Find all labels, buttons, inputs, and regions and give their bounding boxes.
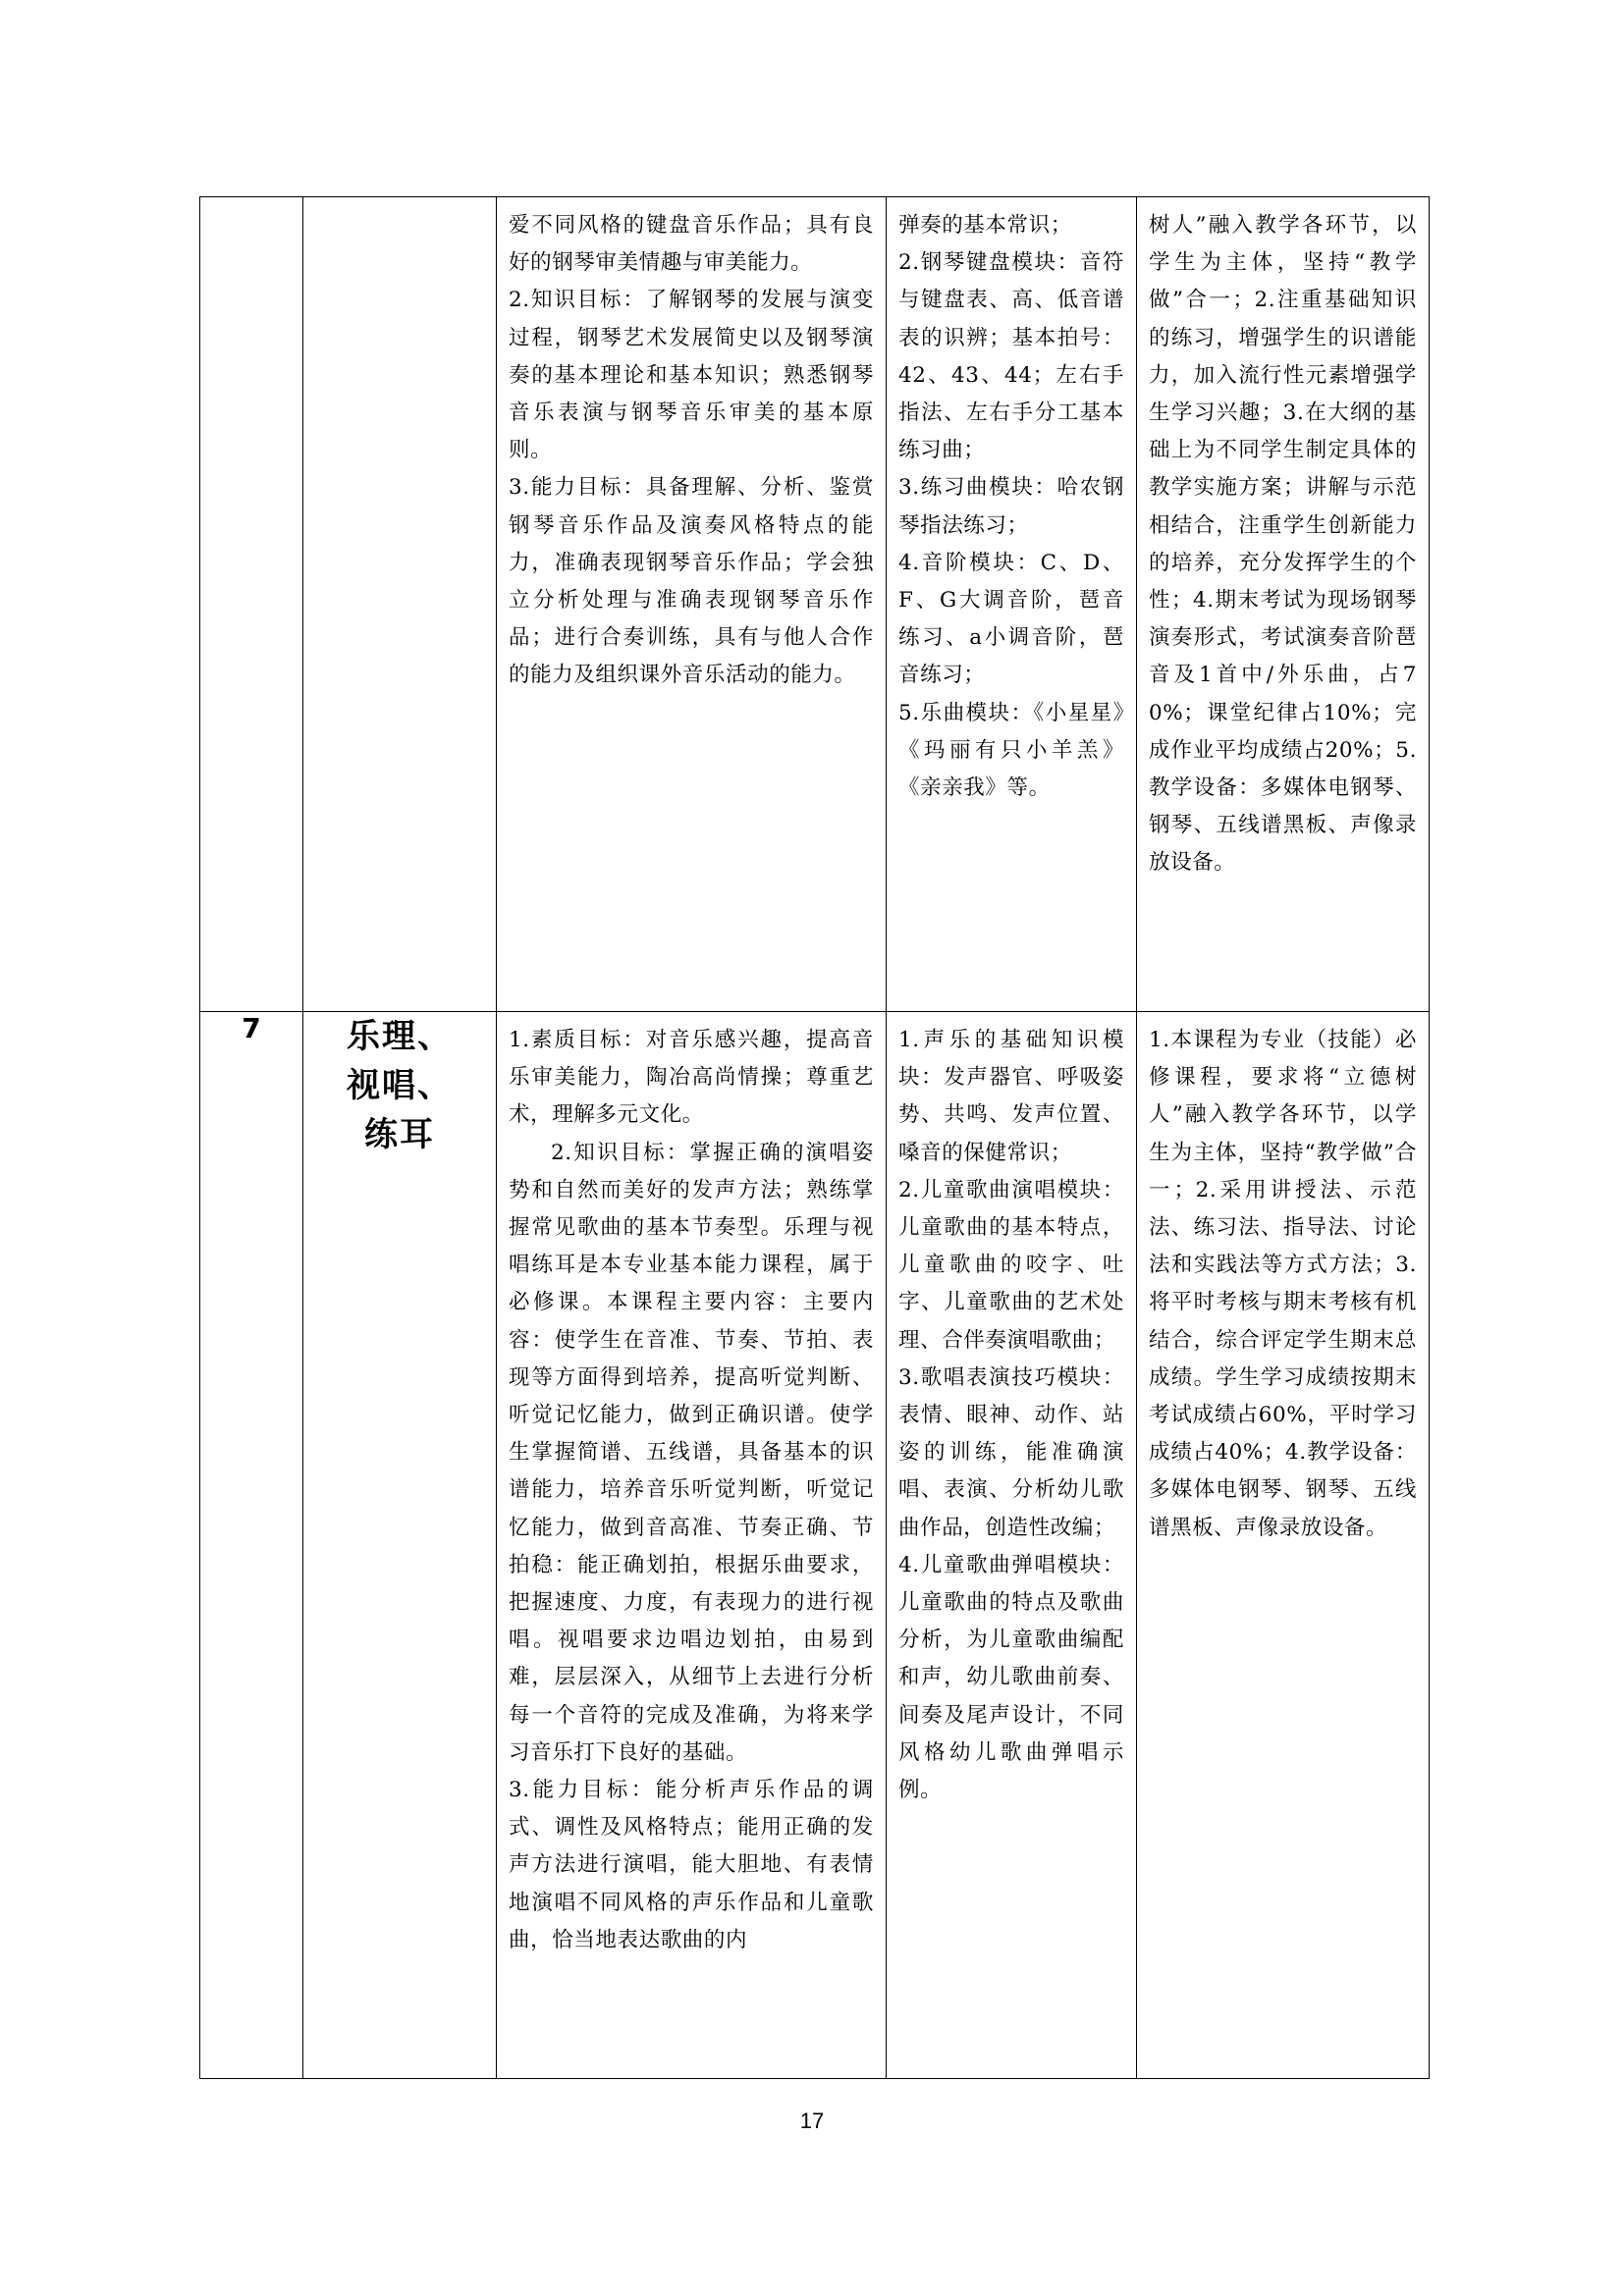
course-table	[199, 196, 1430, 2079]
course-number-cell	[200, 1012, 303, 2079]
requirements-text: 树人”融入教学各环节，以学生为主体，坚持“教学做”合一；2.注重基础知识的练习，增强学生的识谱能力，加入流行性元素增强学生学习兴趣；3.在大纲的基础上为不同学生制定具体的教学实施方案；讲解与示范相结合，注重学生创新能力的培养，充分发挥学生的个性；4.期末考试为现场钢琴演奏形式，考试演奏音阶琶音及1首中/外乐曲，占70%；课堂纪律占10%；完成作业平均成绩占20%；5.教学设备：多媒体电钢琴、钢琴、五线谱黑板、声像录放设备。	[1149, 213, 1417, 876]
content-text: 2.儿童歌曲演唱模块：儿童歌曲的基本特点，儿童歌曲的咬字、吐字、儿童歌曲的艺术处理、合伴奏演唱歌曲；	[898, 1177, 1124, 1353]
course-requirements-cell	[1137, 197, 1430, 1012]
goal-text: 爱不同风格的键盘音乐作品；具有良好的钢琴审美情趣与审美能力。	[509, 213, 874, 276]
course-goals-cell	[497, 1012, 887, 2079]
course-number-cell	[200, 197, 303, 1012]
goal-text: 1.素质目标：对音乐感兴趣，提高音乐审美能力，陶冶高尚情操；尊重艺术，理解多元文化。	[509, 1028, 874, 1128]
content-text: 3.歌唱表演技巧模块：表情、眼神、动作、站姿的训练，能准确演唱、表演、分析幼儿歌曲作品，创造性改编；	[898, 1364, 1124, 1540]
content-text: 2.钢琴键盘模块：音符与键盘表、高、低音谱表的识辨；基本拍号：42、43、44；左右手指法、左右手分工基本练习曲；	[898, 250, 1124, 463]
goal-text: 3.能力目标：能分析声乐作品的调式、调性及风格特点；能用正确的发声方法进行演唱，能大胆地、有表情地演唱不同风格的声乐作品和儿童歌曲，恰当地表达歌曲的内	[509, 1778, 874, 1952]
content-text: 弹奏的基本常识；	[898, 213, 1072, 238]
page-number: 17	[799, 2109, 825, 2133]
content-text: 4.音阶模块：C、D、F、G大调音阶，琶音练习、a小调音阶，琶音练习；	[898, 550, 1124, 688]
table-row-piano-continued	[200, 197, 1430, 1012]
course-number: 7	[242, 1012, 261, 1044]
course-name-cell	[303, 197, 497, 1012]
course-requirements-cell	[1137, 1012, 1430, 2079]
content-text: 5.乐曲模块：《小星星》《玛丽有只小羊羔》《亲亲我》等。	[898, 700, 1124, 801]
goal-text: 2.知识目标：了解钢琴的发展与演变过程，钢琴艺术发展简史以及钢琴演奏的基本理论和基本知识；熟悉钢琴音乐表演与钢琴音乐审美的基本原则。	[509, 288, 874, 463]
goal-text: 3.能力目标：具备理解、分析、鉴赏钢琴音乐作品及演奏风格特点的能力，准确表现钢琴音乐作品；学会独立分析处理与准确表现钢琴音乐作品；进行合奏训练，具有与他人合作的能力及组织课外音乐活动的能力。	[509, 475, 874, 688]
content-text: 4.儿童歌曲弹唱模块：儿童歌曲的特点及歌曲分析，为儿童歌曲编配和声，幼儿歌曲前奏、间奏及尾声设计，不同风格幼儿歌曲弹唱示例。	[898, 1552, 1124, 1803]
requirements-text: 1.本课程为专业（技能）必修课程，要求将“立德树人”融入教学各环节，以学生为主体，坚持“教学做”合一；2.采用讲授法、示范法、练习法、指导法、讨论法和实践法等方式方法；3.将平时考核与期末考核有机结合，综合评定学生期末总成绩。学生学习成绩按期末考试成绩占60%，平时学习成绩占40%；4.教学设备：多媒体电钢琴、钢琴、五线谱黑板、声像录放设备。	[1149, 1028, 1417, 1540]
content-text: 1.声乐的基础知识模块：发声器官、呼吸姿势、共鸣、发声位置、嗓音的保健常识；	[898, 1028, 1124, 1165]
content-text: 3.练习曲模块：哈农钢琴指法练习；	[898, 475, 1124, 538]
table-row-music-theory	[200, 1012, 1430, 2079]
course-name-cell	[303, 1012, 497, 2079]
course-goals-cell	[497, 197, 887, 1012]
course-name: 乐理、视唱、练耳	[347, 1017, 453, 1154]
course-content-cell	[887, 197, 1137, 1012]
course-content-cell	[887, 1012, 1137, 2079]
goal-text: 2.知识目标：掌握正确的演唱姿势和自然而美好的发声方法；熟练掌握常见歌曲的基本节奏型。乐理与视唱练耳是本专业基本能力课程，属于必修课。本课程主要内容：主要内容：使学生在音准、节奏、节拍、表现等方面得到培养，提高听觉判断、听觉记忆能力，做到正确识谱。使学生掌握简谱、五线谱，具备基本的识谱能力，培养音乐听觉判断，听觉记忆能力，做到音高准、节奏正确、节拍稳：能正确划拍，根据乐曲要求，把握速度、力度，有表现力的进行视唱。视唱要求边唱边划拍，由易到难，层层深入，从细节上去进行分析每一个音符的完成及准确，为将来学习音乐打下良好的基础。	[509, 1140, 874, 1765]
